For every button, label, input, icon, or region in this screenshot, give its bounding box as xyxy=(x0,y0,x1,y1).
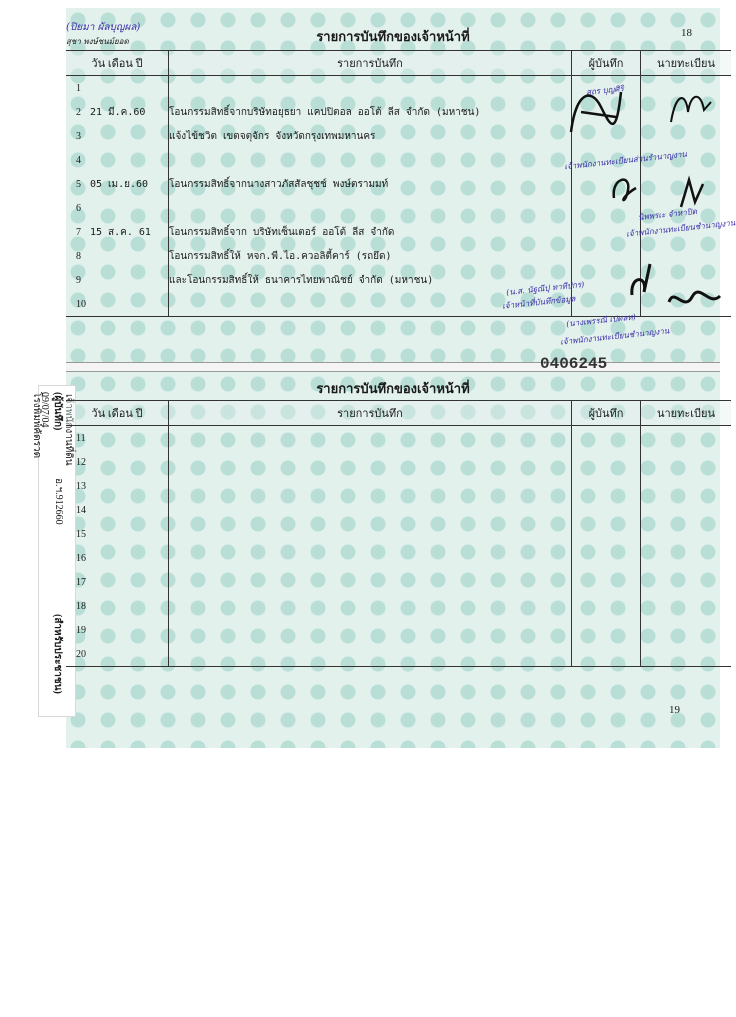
table-row xyxy=(66,570,731,594)
official-stamp-title: เจ้าหน้าที่บันทึกข้อมูล xyxy=(501,294,576,311)
page-number: 19 xyxy=(669,704,680,716)
strip-line: อ.ฯ.912660 xyxy=(53,478,64,525)
entry-date: 15 ส.ค. 61 xyxy=(90,226,151,238)
strip-line: (ผู้บันทึก) xyxy=(52,392,63,431)
row-number: 20 xyxy=(76,648,86,660)
table-row xyxy=(66,474,731,498)
row-number: 4 xyxy=(76,154,81,166)
column-header-date: วัน เดือน ปี xyxy=(66,401,169,426)
bottom-record-section xyxy=(66,370,720,716)
entry-date: 21 มี.ค.60 xyxy=(90,106,146,118)
date-cell xyxy=(66,148,169,172)
column-header-recorder: ผู้บันทึก xyxy=(572,401,641,426)
entry-text xyxy=(169,148,572,172)
column-header-registrar: นายทะเบียน xyxy=(641,51,732,76)
strip-line: 09/07/04 xyxy=(39,392,50,428)
recorder-signature-name: (ปิยมา ผัลบุญผล) xyxy=(66,22,141,33)
entry-text xyxy=(169,594,572,618)
row-number: 9 xyxy=(76,274,81,286)
strip-line: (สำหรับประชาชน) xyxy=(52,614,63,694)
registrar-stamp-title: เจ้าพนักงานทะเบียนชำนาญงาน xyxy=(625,218,736,239)
registrar-cell xyxy=(641,498,732,522)
table-row xyxy=(66,498,731,522)
date-cell xyxy=(66,498,169,522)
strip-line: เจ้าพนักงานที่ดิน xyxy=(63,394,74,466)
recorder-signature-name: สุชา พงษ์ชนม์ยอด xyxy=(66,37,129,46)
recorder-cell xyxy=(572,498,641,522)
registrar-cell xyxy=(641,594,732,618)
recorder-cell xyxy=(572,594,641,618)
recorder-cell xyxy=(572,570,641,594)
row-number: 7 xyxy=(76,226,81,238)
official-stamp-name: (น.ส. นัฐณีปุ ทาทีปกร) xyxy=(505,279,585,298)
signature-scribble xyxy=(606,168,646,204)
row-number: 13 xyxy=(76,480,86,492)
entry-text xyxy=(169,546,572,570)
date-cell xyxy=(66,570,169,594)
entry-text: และโอนกรรมสิทธิ์ให้ ธนาคารไทยพาณิชย์ จำกัด (มหาชน) xyxy=(169,268,572,292)
registrar-cell xyxy=(641,642,732,667)
page-number: 18 xyxy=(681,27,692,39)
row-number: 3 xyxy=(76,130,81,142)
column-header-date: วัน เดือน ปี xyxy=(66,51,169,76)
entry-text: แจ้งไข้ชวิต เขตจตุจักร จังหวัดกรุงเทพมหานคร xyxy=(169,124,572,148)
column-header-registrar: นายทะเบียน xyxy=(641,401,732,426)
recorder-cell xyxy=(572,522,641,546)
registrar-cell xyxy=(641,546,732,570)
date-cell xyxy=(66,244,169,268)
date-cell xyxy=(66,196,169,220)
row-number: 11 xyxy=(76,432,86,444)
row-number: 6 xyxy=(76,202,81,214)
entry-text: โอนกรรมสิทธิ์จากบริษัทอยุธยา แคปปิตอล ออโต้ ลีส จำกัด (มหาชน) xyxy=(169,100,572,124)
row-number: 17 xyxy=(76,576,86,588)
date-cell xyxy=(66,268,169,292)
recorder-cell xyxy=(572,642,641,667)
column-header-entry: รายการบันทึก xyxy=(169,401,572,426)
column-header-recorder: ผู้บันทึก xyxy=(572,51,641,76)
strip-line: โรงพิมพ์คัดรวด xyxy=(31,392,42,459)
table-row xyxy=(66,100,731,124)
entry-text xyxy=(169,618,572,642)
row-number: 19 xyxy=(76,624,86,636)
table-row xyxy=(66,450,731,474)
recorder-stamp-title: เจ้าพนักงานทะเบียนส่วนรำนาญงาน xyxy=(563,149,688,172)
record-table xyxy=(66,400,731,667)
entry-text xyxy=(169,522,572,546)
date-cell xyxy=(66,124,169,148)
registrar-stamp-name: นิพพรเะ จำหาปิด xyxy=(637,206,698,223)
signature-scribble xyxy=(664,282,724,316)
date-cell xyxy=(66,594,169,618)
entry-text xyxy=(169,196,572,220)
table-row xyxy=(66,642,731,667)
registrar-cell xyxy=(641,426,732,451)
table-row xyxy=(66,124,731,148)
row-number: 15 xyxy=(76,528,86,540)
row-number: 8 xyxy=(76,250,81,262)
row-number: 5 xyxy=(76,178,81,190)
date-cell xyxy=(66,76,169,101)
date-cell xyxy=(66,292,169,317)
table-row xyxy=(66,522,731,546)
row-number: 2 xyxy=(76,106,81,118)
top-record-section xyxy=(66,20,736,360)
serial-number: 0406245 xyxy=(540,355,608,373)
date-cell xyxy=(66,426,169,451)
table-row xyxy=(66,618,731,642)
recorder-cell xyxy=(572,546,641,570)
signature-scribble xyxy=(671,172,711,212)
registrar-cell xyxy=(641,618,732,642)
row-number: 10 xyxy=(76,298,86,310)
entry-text xyxy=(169,76,572,101)
entry-text: โอนกรรมสิทธิ์จากนางสาวภัสสัลชุชช์ พงษ์ตรามมท์ xyxy=(169,172,572,196)
official-stamp-title: เจ้าพนักงานทะเบียนชำนาญงาน xyxy=(559,326,670,347)
signature-scribble xyxy=(561,82,631,142)
date-cell xyxy=(66,450,169,474)
section-title: รายการบันทึกของเจ้าหน้าที่ xyxy=(316,29,470,44)
row-number: 1 xyxy=(76,82,81,94)
date-cell xyxy=(66,522,169,546)
entry-text xyxy=(169,570,572,594)
table-row xyxy=(66,76,731,101)
entry-date: 05 เม.ย.60 xyxy=(90,178,149,190)
entry-text xyxy=(169,642,572,667)
registrar-cell xyxy=(641,522,732,546)
signature-scribble xyxy=(626,260,660,300)
official-stamp-name: (นางเพรรณี เปดลห) xyxy=(565,312,637,329)
table-row xyxy=(66,594,731,618)
row-number: 12 xyxy=(76,456,86,468)
registrar-cell xyxy=(641,570,732,594)
recorder-cell xyxy=(572,450,641,474)
entry-text xyxy=(169,426,572,451)
section-title: รายการบันทึกของเจ้าหน้าที่ xyxy=(316,381,470,396)
entry-text xyxy=(169,498,572,522)
table-row xyxy=(66,546,731,570)
row-number: 14 xyxy=(76,504,86,516)
date-cell xyxy=(66,172,169,196)
entry-text xyxy=(169,474,572,498)
date-cell xyxy=(66,100,169,124)
row-number: 18 xyxy=(76,600,86,612)
recorder-cell xyxy=(572,426,641,451)
date-cell xyxy=(66,220,169,244)
recorder-cell xyxy=(572,618,641,642)
entry-text xyxy=(169,450,572,474)
registrar-cell xyxy=(641,474,732,498)
date-cell xyxy=(66,618,169,642)
date-cell xyxy=(66,642,169,667)
column-header-entry: รายการบันทึก xyxy=(169,51,572,76)
table-row xyxy=(66,426,731,451)
entry-text: โอนกรรมสิทธิ์ให้ หจก.พี.ไอ.ควอลิตี้คาร์ (รถยึด) xyxy=(169,244,572,268)
signature-scribble xyxy=(666,82,716,132)
registrar-cell xyxy=(641,450,732,474)
recorder-cell xyxy=(572,474,641,498)
date-cell xyxy=(66,546,169,570)
stamp-name: สถร บุญศิริ xyxy=(585,84,625,97)
row-number: 16 xyxy=(76,552,86,564)
entry-text: โอนกรรมสิทธิ์จาก บริษัทเซ็นเตอร์ ออโต้ ลีส จำกัด xyxy=(169,220,572,244)
date-cell xyxy=(66,474,169,498)
